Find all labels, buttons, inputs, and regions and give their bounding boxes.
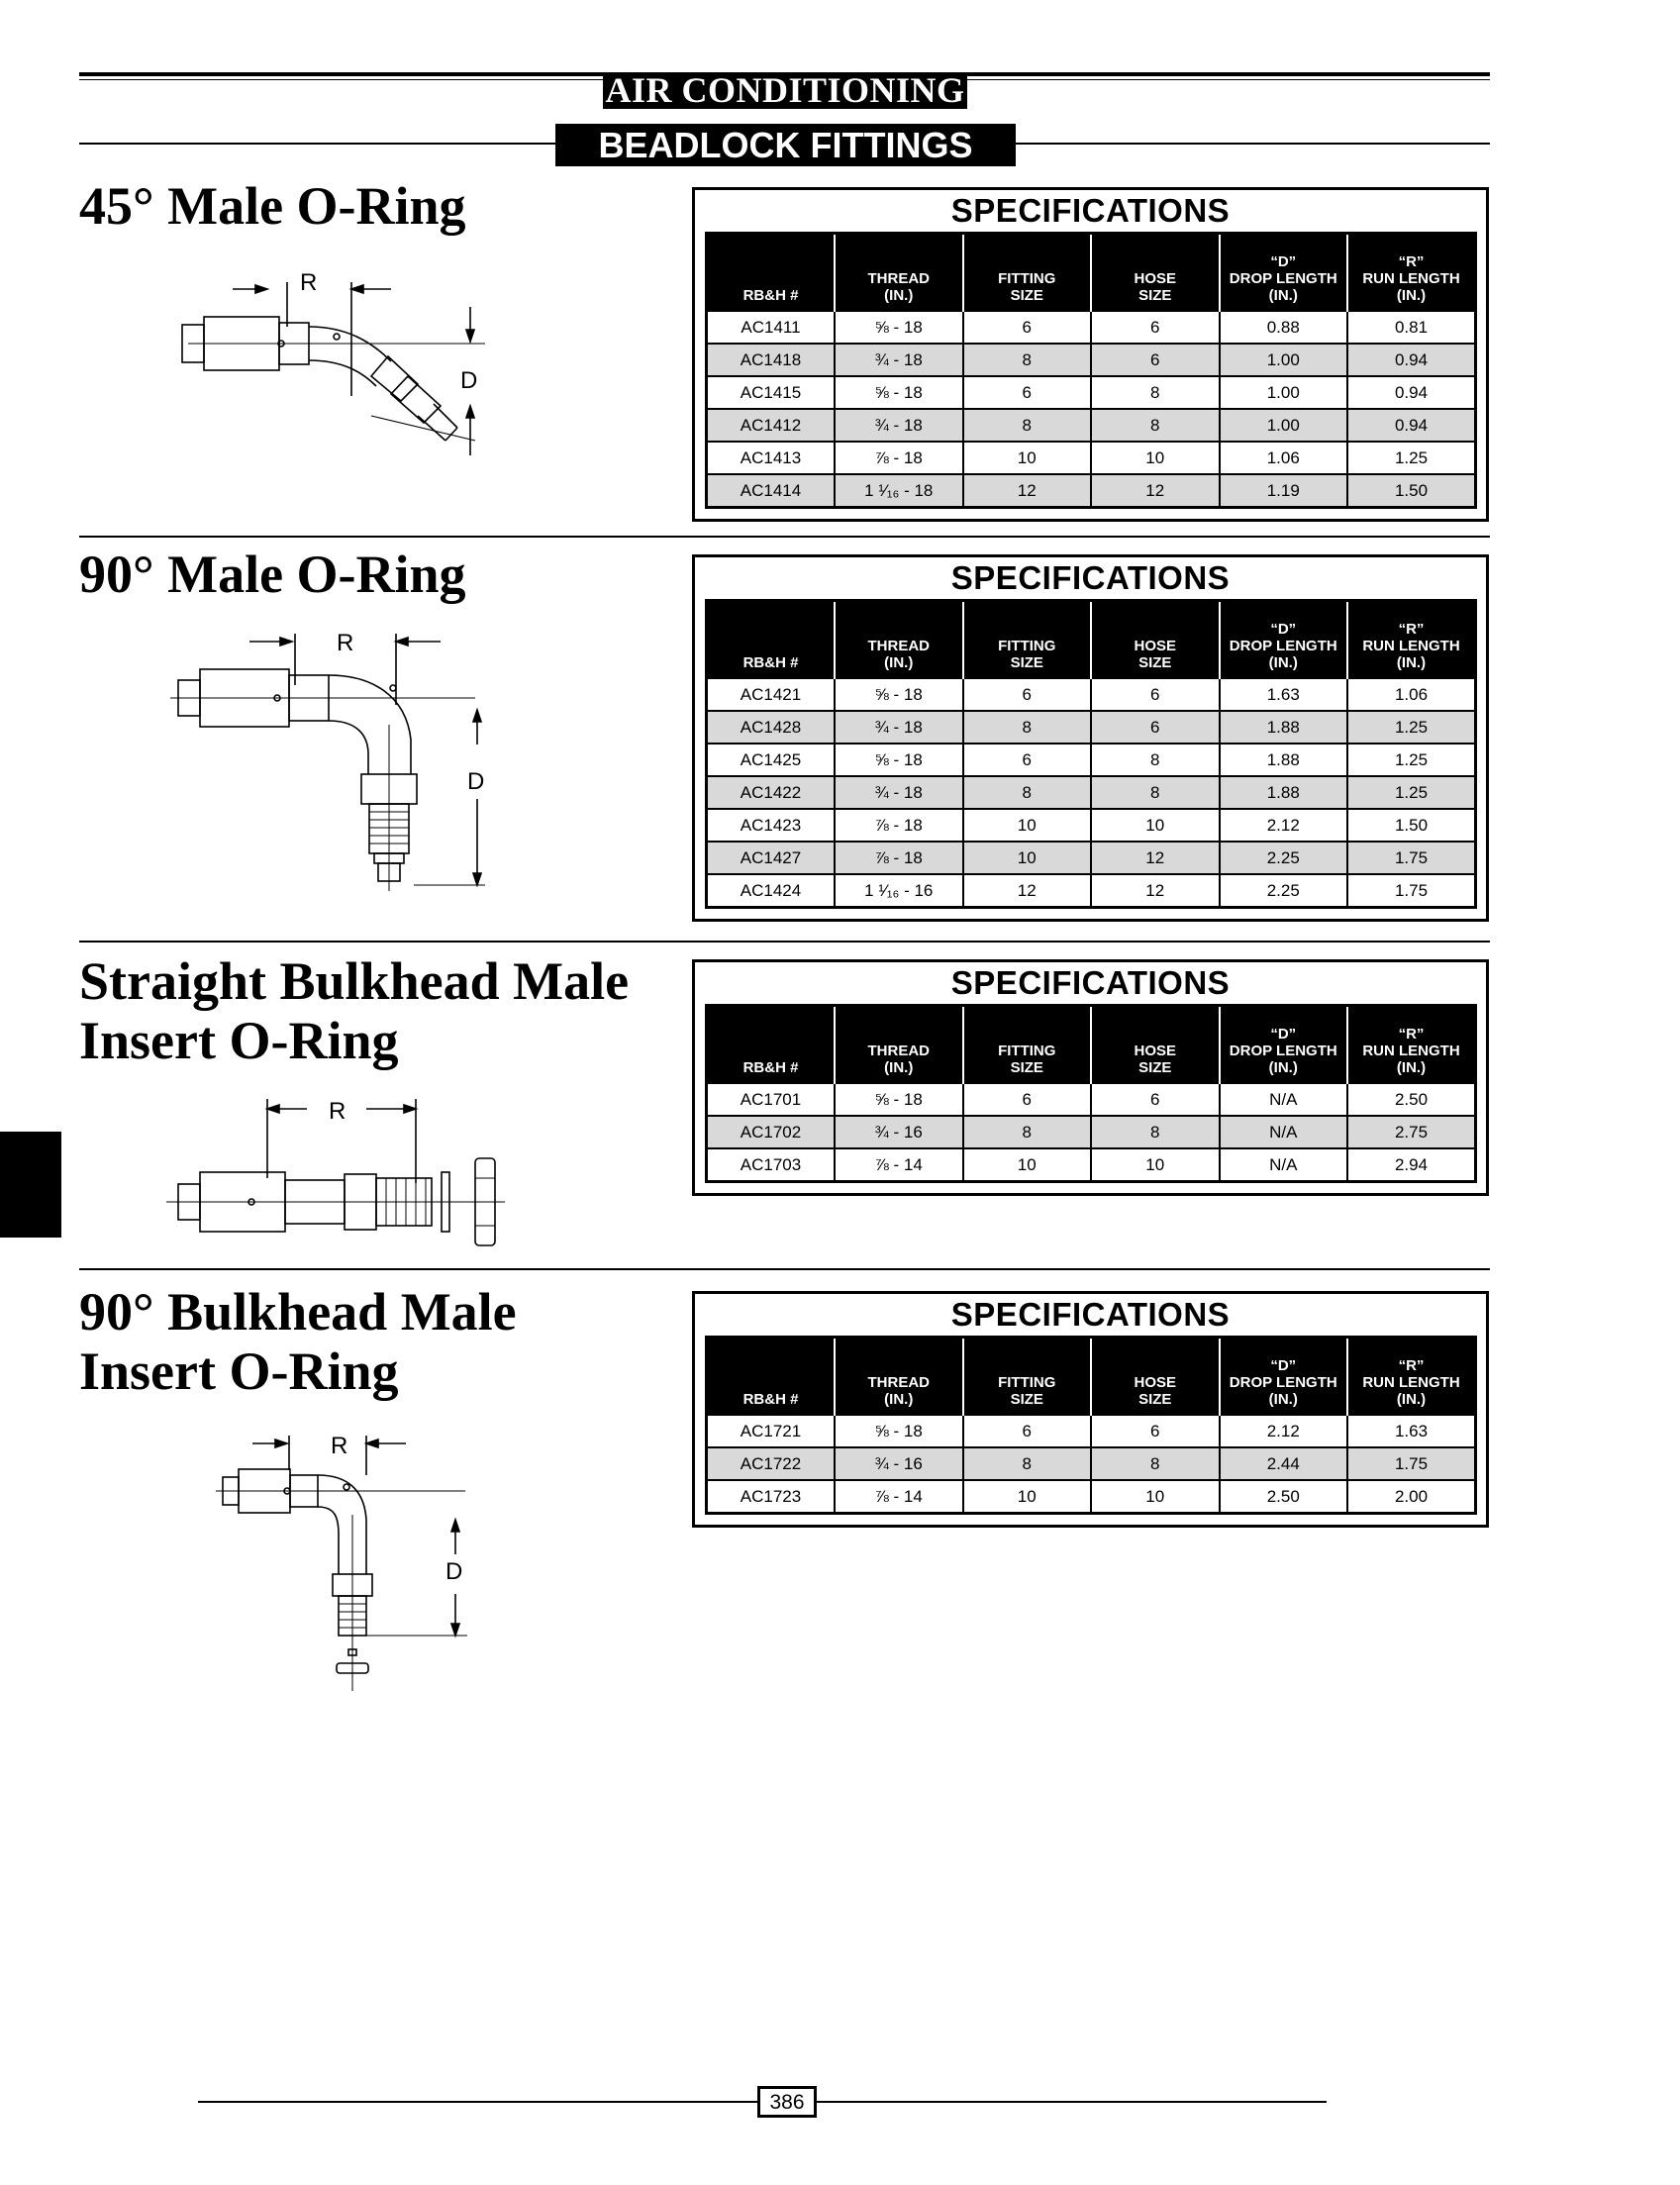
table-cell-part: AC1427 [707, 842, 836, 874]
table-cell-run: 1.50 [1347, 474, 1476, 508]
column-header-line: FITTING [998, 270, 1056, 287]
column-header-line: HOSE [1134, 1374, 1176, 1391]
column-header-line: (IN.) [884, 1391, 914, 1408]
table-cell-fitting: 8 [963, 409, 1092, 442]
column-header-line: FITTING [998, 1374, 1056, 1391]
table-cell-thread: 1 ¹⁄₁₆ - 18 [835, 474, 963, 508]
column-header-line: DROP LENGTH [1229, 638, 1337, 654]
column-header-run [1347, 601, 1476, 679]
column-header-hose [1091, 1338, 1220, 1416]
column-header-run [1347, 1006, 1476, 1084]
table-cell-drop: N/A [1220, 1116, 1348, 1148]
table-cell-thread: ⅞ - 18 [835, 809, 963, 842]
column-header-run [1347, 1338, 1476, 1416]
table-cell-drop: 0.88 [1220, 311, 1348, 344]
column-header-line: “R” [1398, 1026, 1425, 1043]
column-header-line: (IN.) [1396, 287, 1427, 304]
table-cell-thread: ⅝ - 18 [835, 678, 963, 711]
table-row [707, 474, 1476, 508]
table-cell-drop: 1.63 [1220, 678, 1348, 711]
table-row [707, 1083, 1476, 1116]
table-cell-hose: 6 [1091, 678, 1220, 711]
column-header-line: (IN.) [1268, 1391, 1298, 1408]
section-title: 90° Bulkhead Male Insert O-Ring [79, 1282, 517, 1401]
column-header-line: FITTING [998, 638, 1056, 654]
specifications-box [692, 1291, 1489, 1528]
table-cell-drop: 2.25 [1220, 842, 1348, 874]
table-row [707, 409, 1476, 442]
table-row [707, 1447, 1476, 1480]
table-cell-fitting: 10 [963, 842, 1092, 874]
table-cell-drop: N/A [1220, 1083, 1348, 1116]
specifications-table [705, 1004, 1477, 1183]
column-header-line: RUN LENGTH [1362, 270, 1460, 287]
fitting-straight-bulkhead-diagram [158, 1089, 515, 1257]
table-cell-thread: ¾ - 18 [835, 711, 963, 744]
section-divider [79, 536, 1490, 538]
column-header-thread [835, 1338, 963, 1416]
column-header-hose [1091, 1006, 1220, 1084]
column-header-thread [835, 234, 963, 312]
table-cell-drop: N/A [1220, 1148, 1348, 1182]
table-cell-drop: 1.00 [1220, 376, 1348, 409]
column-header-line: “D” [1270, 253, 1297, 270]
table-cell-drop: 2.25 [1220, 874, 1348, 908]
column-header-drop [1220, 1006, 1348, 1084]
column-header-drop [1220, 601, 1348, 679]
fitting-90-male-o-ring-diagram [158, 626, 495, 893]
table-cell-thread: ¾ - 18 [835, 344, 963, 376]
fitting-90-bulkhead-diagram [198, 1426, 475, 1693]
table-cell-hose: 6 [1091, 1415, 1220, 1447]
column-header-part: RB&H # [707, 1338, 836, 1416]
table-cell-fitting: 6 [963, 376, 1092, 409]
column-header-line: “R” [1398, 253, 1425, 270]
table-cell-run: 1.75 [1347, 842, 1476, 874]
specifications-table [705, 1336, 1477, 1515]
column-header-line: “R” [1398, 621, 1425, 638]
table-cell-run: 2.00 [1347, 1480, 1476, 1514]
table-cell-part: AC1414 [707, 474, 836, 508]
column-header-drop [1220, 1338, 1348, 1416]
table-cell-hose: 8 [1091, 1116, 1220, 1148]
table-cell-fitting: 10 [963, 442, 1092, 474]
column-header-line: HOSE [1134, 638, 1176, 654]
table-cell-run: 1.63 [1347, 1415, 1476, 1447]
table-cell-thread: ⅝ - 18 [835, 376, 963, 409]
table-cell-thread: ⅝ - 18 [835, 311, 963, 344]
table-cell-drop: 1.88 [1220, 744, 1348, 776]
column-header-line: “D” [1270, 1026, 1297, 1043]
table-cell-fitting: 10 [963, 1148, 1092, 1182]
r-dimension-label: R [329, 1098, 346, 1125]
table-cell-part: AC1723 [707, 1480, 836, 1514]
column-header-fitting [963, 601, 1092, 679]
column-header-line: FITTING [998, 1043, 1056, 1059]
table-cell-run: 1.25 [1347, 776, 1476, 809]
specifications-table [705, 599, 1477, 909]
table-cell-drop: 2.12 [1220, 1415, 1348, 1447]
column-header-hose [1091, 601, 1220, 679]
table-cell-part: AC1415 [707, 376, 836, 409]
column-header-line: DROP LENGTH [1229, 1043, 1337, 1059]
table-cell-drop: 1.88 [1220, 711, 1348, 744]
column-header-line: SIZE [1138, 1059, 1172, 1076]
table-cell-thread: ¾ - 18 [835, 776, 963, 809]
table-cell-hose: 12 [1091, 842, 1220, 874]
column-header-line: “R” [1398, 1357, 1425, 1374]
table-cell-run: 1.75 [1347, 874, 1476, 908]
column-header-drop [1220, 234, 1348, 312]
column-header-line: SIZE [1138, 1391, 1172, 1408]
table-cell-run: 1.25 [1347, 744, 1476, 776]
table-cell-fitting: 10 [963, 809, 1092, 842]
table-cell-part: AC1418 [707, 344, 836, 376]
section-title: 45° Male O-Ring [79, 176, 466, 236]
specifications-table [705, 232, 1477, 509]
column-header-line: (IN.) [1396, 654, 1427, 671]
column-header-hose [1091, 234, 1220, 312]
table-cell-run: 0.94 [1347, 344, 1476, 376]
table-cell-hose: 8 [1091, 776, 1220, 809]
table-cell-part: AC1428 [707, 711, 836, 744]
table-cell-hose: 12 [1091, 474, 1220, 508]
table-cell-fitting: 12 [963, 474, 1092, 508]
table-header-row [707, 1338, 1476, 1416]
table-cell-part: AC1425 [707, 744, 836, 776]
specifications-box [692, 187, 1489, 522]
table-row [707, 678, 1476, 711]
column-header-part: RB&H # [707, 601, 836, 679]
table-cell-hose: 10 [1091, 809, 1220, 842]
table-cell-drop: 2.12 [1220, 809, 1348, 842]
table-cell-thread: ⅞ - 14 [835, 1148, 963, 1182]
table-row [707, 1116, 1476, 1148]
table-cell-part: AC1422 [707, 776, 836, 809]
column-header-line: RUN LENGTH [1362, 1043, 1460, 1059]
column-header-line: (IN.) [1396, 1391, 1427, 1408]
table-cell-run: 0.94 [1347, 409, 1476, 442]
table-cell-part: AC1412 [707, 409, 836, 442]
table-cell-part: AC1702 [707, 1116, 836, 1148]
table-row [707, 442, 1476, 474]
table-cell-fitting: 6 [963, 1415, 1092, 1447]
table-cell-thread: 1 ¹⁄₁₆ - 16 [835, 874, 963, 908]
column-header-line: (IN.) [884, 654, 914, 671]
table-cell-part: AC1413 [707, 442, 836, 474]
table-row [707, 311, 1476, 344]
table-cell-drop: 1.88 [1220, 776, 1348, 809]
column-header-line: RUN LENGTH [1362, 1374, 1460, 1391]
table-cell-part: AC1421 [707, 678, 836, 711]
table-cell-fitting: 8 [963, 1447, 1092, 1480]
table-cell-thread: ⅝ - 18 [835, 1083, 963, 1116]
table-cell-run: 2.50 [1347, 1083, 1476, 1116]
column-header-line: HOSE [1134, 1043, 1176, 1059]
table-row [707, 776, 1476, 809]
table-row [707, 874, 1476, 908]
table-cell-run: 1.50 [1347, 809, 1476, 842]
column-header-line: (IN.) [1268, 1059, 1298, 1076]
table-cell-run: 1.25 [1347, 442, 1476, 474]
specifications-title: SPECIFICATIONS [950, 559, 1231, 596]
table-cell-hose: 8 [1091, 1447, 1220, 1480]
table-row [707, 744, 1476, 776]
r-dimension-label: R [331, 1433, 348, 1459]
d-dimension-label: D [445, 1558, 463, 1585]
column-header-line: THREAD [867, 638, 930, 654]
table-cell-thread: ¾ - 18 [835, 409, 963, 442]
table-row [707, 376, 1476, 409]
table-cell-part: AC1703 [707, 1148, 836, 1182]
column-header-fitting [963, 1338, 1092, 1416]
table-cell-part: AC1423 [707, 809, 836, 842]
column-header-line: HOSE [1134, 270, 1176, 287]
table-row [707, 842, 1476, 874]
table-cell-part: AC1721 [707, 1415, 836, 1447]
table-cell-thread: ⅝ - 18 [835, 1415, 963, 1447]
column-header-line: (IN.) [1396, 1059, 1427, 1076]
column-header-line: “D” [1270, 1357, 1297, 1374]
table-cell-drop: 1.00 [1220, 344, 1348, 376]
table-cell-run: 0.81 [1347, 311, 1476, 344]
table-cell-fitting: 6 [963, 1083, 1092, 1116]
column-header-run [1347, 234, 1476, 312]
table-row [707, 1415, 1476, 1447]
section-divider [79, 941, 1490, 943]
column-header-line: THREAD [867, 1374, 930, 1391]
table-row [707, 809, 1476, 842]
table-cell-run: 1.06 [1347, 678, 1476, 711]
table-cell-run: 0.94 [1347, 376, 1476, 409]
table-cell-drop: 2.50 [1220, 1480, 1348, 1514]
table-cell-fitting: 8 [963, 1116, 1092, 1148]
table-cell-fitting: 12 [963, 874, 1092, 908]
column-header-line: SIZE [1010, 654, 1043, 671]
table-cell-thread: ¾ - 16 [835, 1447, 963, 1480]
specifications-title: SPECIFICATIONS [950, 964, 1231, 1001]
table-cell-thread: ⅞ - 18 [835, 442, 963, 474]
table-cell-hose: 8 [1091, 376, 1220, 409]
table-row [707, 711, 1476, 744]
table-cell-run: 1.25 [1347, 711, 1476, 744]
table-cell-run: 1.75 [1347, 1447, 1476, 1480]
column-header-fitting [963, 1006, 1092, 1084]
section-tab-marker [0, 1132, 61, 1238]
table-cell-fitting: 6 [963, 744, 1092, 776]
column-header-line: SIZE [1010, 1391, 1043, 1408]
table-cell-hose: 6 [1091, 311, 1220, 344]
table-row [707, 1148, 1476, 1182]
table-cell-run: 2.75 [1347, 1116, 1476, 1148]
column-header-line: THREAD [867, 1043, 930, 1059]
column-header-line: THREAD [867, 270, 930, 287]
table-cell-run: 2.94 [1347, 1148, 1476, 1182]
table-cell-drop: 1.19 [1220, 474, 1348, 508]
fitting-45-male-o-ring-diagram [158, 267, 495, 465]
subcategory-banner: BEADLOCK FITTINGS [555, 124, 1016, 166]
page-number: 386 [757, 2086, 817, 2118]
column-header-line: (IN.) [1268, 287, 1298, 304]
table-cell-hose: 6 [1091, 711, 1220, 744]
table-header-row [707, 1006, 1476, 1084]
table-cell-thread: ⅞ - 18 [835, 842, 963, 874]
column-header-line: (IN.) [884, 1059, 914, 1076]
table-cell-hose: 6 [1091, 344, 1220, 376]
table-cell-fitting: 8 [963, 711, 1092, 744]
table-cell-part: AC1424 [707, 874, 836, 908]
table-row [707, 344, 1476, 376]
specifications-title: SPECIFICATIONS [950, 1296, 1231, 1333]
column-header-line: DROP LENGTH [1229, 270, 1337, 287]
column-header-line: DROP LENGTH [1229, 1374, 1337, 1391]
table-cell-fitting: 6 [963, 311, 1092, 344]
r-dimension-label: R [337, 630, 354, 656]
section-divider [79, 1268, 1490, 1270]
section-title: Straight Bulkhead Male Insert O-Ring [79, 951, 630, 1070]
table-cell-part: AC1722 [707, 1447, 836, 1480]
table-cell-hose: 6 [1091, 1083, 1220, 1116]
r-dimension-label: R [300, 269, 318, 296]
column-header-fitting [963, 234, 1092, 312]
table-cell-fitting: 6 [963, 678, 1092, 711]
table-cell-drop: 1.00 [1220, 409, 1348, 442]
table-cell-drop: 2.44 [1220, 1447, 1348, 1480]
table-header-row [707, 601, 1476, 679]
table-cell-part: AC1411 [707, 311, 836, 344]
column-header-line: (IN.) [884, 287, 914, 304]
table-cell-hose: 12 [1091, 874, 1220, 908]
table-cell-hose: 10 [1091, 1480, 1220, 1514]
table-cell-hose: 8 [1091, 409, 1220, 442]
column-header-thread [835, 601, 963, 679]
specifications-box [692, 959, 1489, 1196]
specifications-title: SPECIFICATIONS [950, 192, 1231, 229]
section-title: 90° Male O-Ring [79, 545, 466, 604]
table-cell-hose: 10 [1091, 1148, 1220, 1182]
table-cell-part: AC1701 [707, 1083, 836, 1116]
column-header-line: (IN.) [1268, 654, 1298, 671]
column-header-part: RB&H # [707, 234, 836, 312]
column-header-line: SIZE [1010, 287, 1043, 304]
table-cell-hose: 8 [1091, 744, 1220, 776]
table-cell-thread: ¾ - 16 [835, 1116, 963, 1148]
table-cell-fitting: 8 [963, 344, 1092, 376]
column-header-line: “D” [1270, 621, 1297, 638]
d-dimension-label: D [467, 768, 485, 795]
table-cell-fitting: 10 [963, 1480, 1092, 1514]
column-header-line: SIZE [1138, 287, 1172, 304]
table-cell-thread: ⅞ - 14 [835, 1480, 963, 1514]
table-cell-hose: 10 [1091, 442, 1220, 474]
column-header-line: RUN LENGTH [1362, 638, 1460, 654]
d-dimension-label: D [460, 367, 478, 394]
category-banner: AIR CONDITIONING [603, 72, 967, 109]
column-header-thread [835, 1006, 963, 1084]
column-header-part: RB&H # [707, 1006, 836, 1084]
table-cell-thread: ⅝ - 18 [835, 744, 963, 776]
specifications-box [692, 554, 1489, 922]
table-cell-drop: 1.06 [1220, 442, 1348, 474]
table-header-row [707, 234, 1476, 312]
table-cell-fitting: 8 [963, 776, 1092, 809]
table-row [707, 1480, 1476, 1514]
column-header-line: SIZE [1138, 654, 1172, 671]
column-header-line: SIZE [1010, 1059, 1043, 1076]
